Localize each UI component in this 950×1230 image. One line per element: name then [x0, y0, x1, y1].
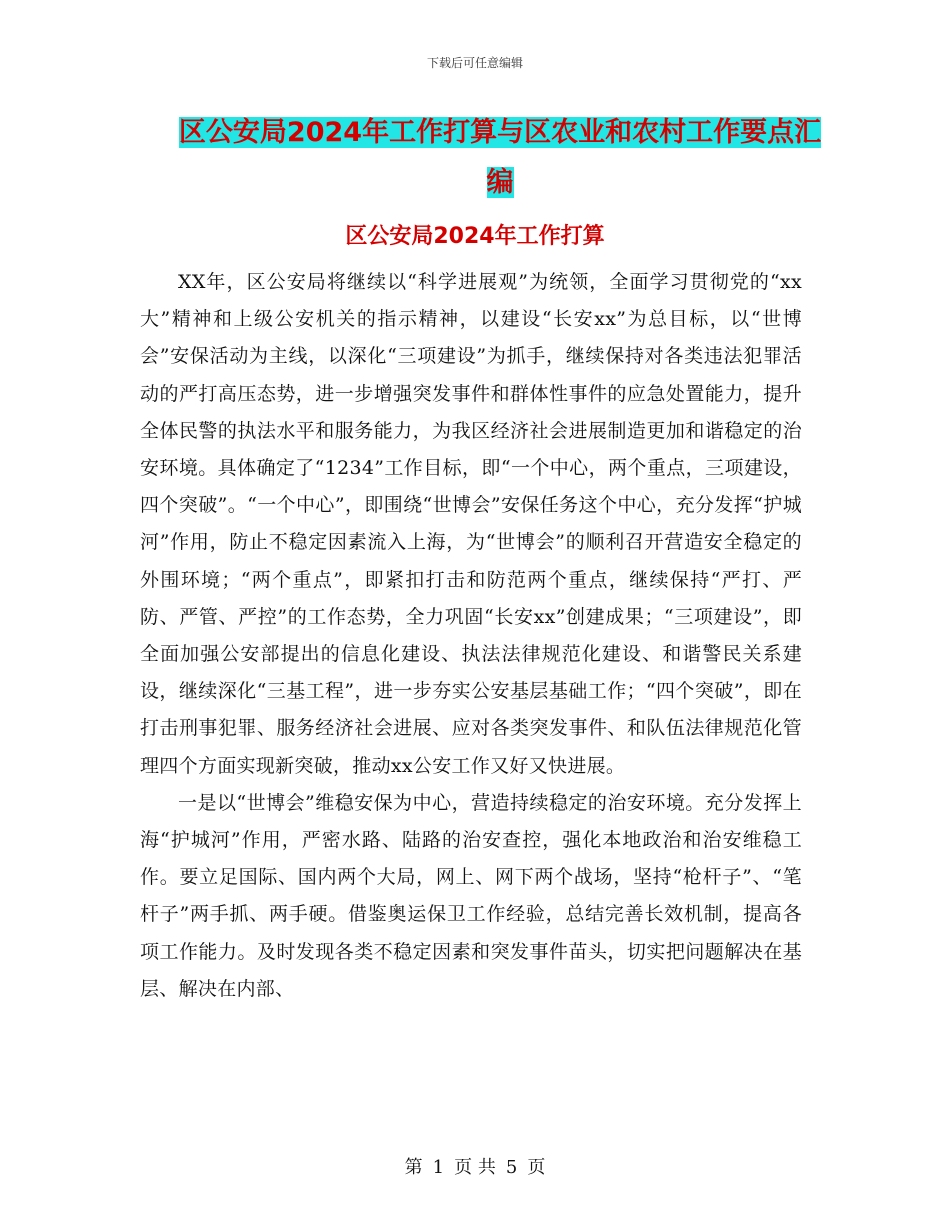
footer-prefix: 第	[404, 1157, 423, 1178]
document-title	[140, 108, 860, 208]
document-title-line-2: 编	[486, 167, 514, 198]
footer-middle: 页 共	[454, 1157, 496, 1178]
section-title: 区公安局2024年工作打算	[345, 224, 605, 249]
document-body	[140, 264, 802, 1008]
document-title-line-1: 区公安局2024年工作打算与区农业和农村工作要点汇	[178, 117, 822, 148]
footer-page-number: 1	[432, 1157, 445, 1178]
footer-total-pages: 5	[505, 1157, 518, 1178]
page-footer	[0, 1153, 950, 1179]
paragraph-1: XX年，区公安局将继续以“科学进展观”为统领，全面学习贯彻党的“xx大”精神和上级公安机关的指示精神，以建设“长安xx”为总目标，以“世博会”安保活动为主线，以深化“三项建设”为抓手，继续保持对各类违法犯罪活动的严打高压态势，进一步增强突发事件和群体性事件的应急处置能力，提升全体民警的执法水平和服务能力，为我区经济社会进展制造更加和谐稳定的治安环境。具体确定了“1234”工作目标，即“一个中心，两个重点，三项建设，四个突破”。“一个中心”，即围绕“世博会”安保任务这个中心，充分发挥“护城河”作用，防止不稳定因素流入上海，为“世博会”的顺利召开营造安全稳定的外围环境；“两个重点”，即紧扣打击和防范两个重点，继续保持“严打、严防、严管、严控”的工作态势，全力巩固“长安xx”创建成果；“三项建设”，即全面加强公安部提出的信息化建设、执法法律规范化建设、和谐警民关系建设，继续深化“三基工程”，进一步夯实公安基层基础工作；“四个突破”，即在打击刑事犯罪、服务经济社会进展、应对各类突发事件、和队伍法律规范化管理四个方面实现新突破，推动xx公安工作又好又快进展。	[140, 271, 802, 777]
paragraph-2: 一是以“世博会”维稳安保为中心，营造持续稳定的治安环境。充分发挥上海“护城河”作用，严密水路、陆路的治安查控，强化本地政治和治安维稳工作。要立足国际、国内两个大局，网上、网下两个战场，坚持“枪杆子”、“笔杆子”两手抓、两手硬。借鉴奥运保卫工作经验，总结完善长效机制，提高各项工作能力。及时发现各类不稳定因素和突发事件苗头，切实把问题解决在基层、解决在内部、	[140, 791, 802, 1000]
header-note: 下载后可任意编辑	[426, 56, 523, 70]
footer-suffix: 页	[527, 1157, 546, 1178]
